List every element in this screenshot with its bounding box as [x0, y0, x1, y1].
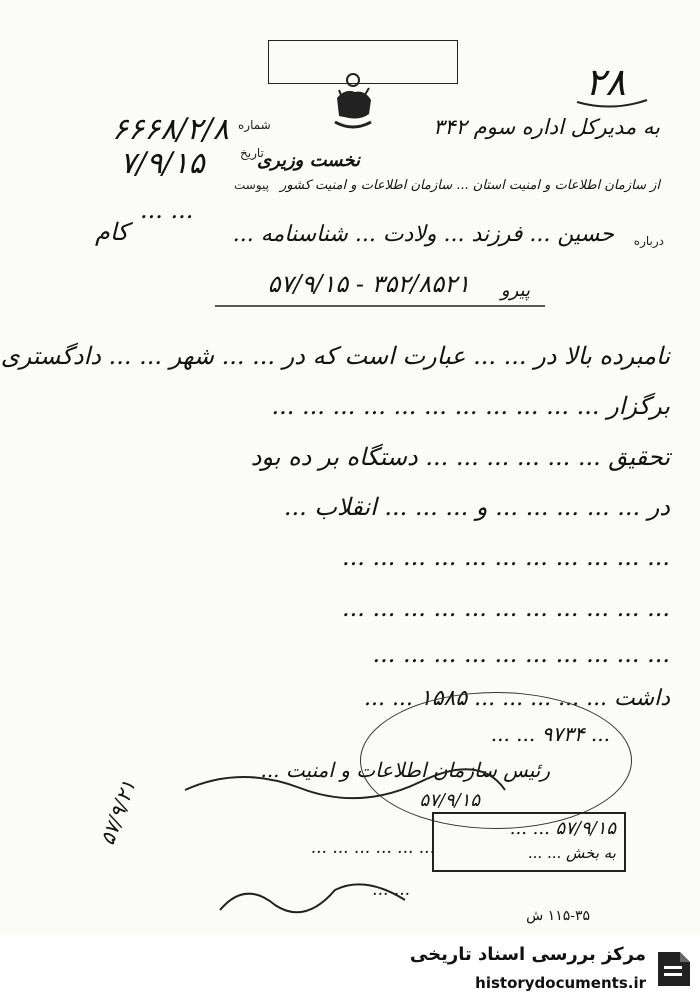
body-line-6: ... ... ... ... ... ... ... ... ... ... ...: [341, 594, 670, 622]
label-number: شماره: [238, 118, 271, 132]
signature-reference: ... ۹۷۳۴ ... ...: [490, 722, 610, 746]
reference-value: ۳۵۲/۸۵۲۱ - ۵۷/۹/۱۵: [267, 270, 470, 298]
margin-note-left-date: ۵۷/۹/۲۱: [95, 776, 141, 849]
body-line-8: داشت ... ... ... ... ... ۱۵۸۵ ... ...: [363, 686, 670, 711]
body-line-2: برگزار ... ... ... ... ... ... ... ... ... ... ...: [271, 392, 670, 420]
archive-title: مرکز بررسی اسناد تاریخی: [409, 944, 646, 965]
body-line-7: ... ... ... ... ... ... ... ... ... ...: [372, 640, 670, 668]
signature-scribble: [180, 760, 510, 810]
body-line-3: تحقیق ... ... ... ... ... ... دستگاه بر ده بود: [250, 443, 670, 471]
value-date: ۷/۹/۱۵: [120, 146, 205, 181]
registry-stamp-line-1: ۵۷/۹/۱۵ ... ...: [509, 818, 616, 839]
hand-note-right: ... ...: [140, 196, 194, 224]
signatory-title: رئیس سازمان اطلاعات و امنیت ...: [260, 758, 550, 782]
subject-prefix: درباره: [633, 234, 664, 248]
archive-url: historydocuments.ir: [475, 974, 646, 992]
label-attachment: پیوست: [234, 178, 269, 192]
to-line: به مدیرکل اداره سوم ۳۴۲: [433, 115, 660, 139]
ministry-title: نخست وزیری: [256, 150, 360, 171]
from-line: از سازمان اطلاعات و امنیت استان ... سازمان اطلاعات و امنیت کشور: [280, 178, 660, 193]
subject-text: حسین ... فرزند ... ولادت ... شناسنامه ...: [232, 222, 614, 247]
registry-stamp-line-2: به بخش ... ...: [527, 844, 616, 862]
body-line-4: در ... ... ... ... ... و ... ... ... انقلاب ...: [283, 493, 670, 521]
corner-number-circle: [572, 62, 652, 112]
hand-note-left: کام: [95, 218, 129, 246]
margin-note-signed: ... ...: [372, 880, 410, 900]
registry-stamp: [432, 812, 626, 872]
reference-prefix: پیرو: [500, 280, 530, 301]
body-line-5: ... ... ... ... ... ... ... ... ... ... ...: [341, 543, 670, 571]
signature-date: ۵۷/۹/۱۵: [419, 790, 480, 811]
subject-underline: [215, 302, 545, 310]
form-code: ۱۱۵-۳۵ ش: [526, 908, 590, 924]
margin-signature-scribble: [215, 870, 415, 930]
value-number: ۶۶۶۸/۲/۸: [112, 112, 229, 147]
margin-note-middle: ... ... ... ... ... ...: [310, 838, 435, 858]
archive-footer: [0, 934, 700, 1004]
lion-and-sun-emblem: [325, 70, 381, 140]
corner-number: ۲۸: [585, 60, 626, 104]
body-line-1: نامبرده بالا در ... ... عبارت است که در ... ... شهر ... ... دادگستری: [0, 342, 670, 370]
archive-logo-icon: [652, 946, 694, 992]
label-date: تاریخ: [240, 146, 264, 160]
